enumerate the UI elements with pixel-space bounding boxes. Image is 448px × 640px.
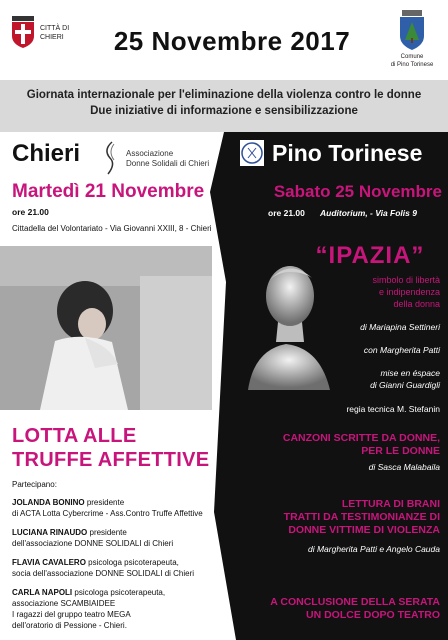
participant-affiliation: dell'associazione DONNE SOLIDALI di Chieri — [12, 539, 174, 548]
show-title: “IPAZIA” — [315, 242, 425, 269]
chieri-closing — [12, 609, 217, 631]
chieri-crest-icon — [10, 16, 36, 48]
association-logo-icon — [100, 140, 122, 176]
subtitle — [0, 87, 448, 119]
credit-staging-line2: di Gianni Guardigli — [370, 380, 440, 390]
show-tagline — [320, 274, 440, 310]
participants-label: Partecipano: — [12, 480, 57, 489]
subtitle-line2: Due iniziative di informazione e sensibilizzazione — [90, 105, 358, 117]
page-title: 25 Novembre 2017 — [113, 26, 351, 56]
chieri-event-title — [12, 424, 209, 472]
participant-affiliation: socia dell'associazione DONNE SOLIDALI di Chieri — [12, 569, 195, 578]
participant-2 — [12, 527, 217, 549]
chieri-logo-text: CITTÀ DI CHIERI — [40, 25, 70, 41]
pino-logo-caption — [382, 53, 442, 69]
pino-closing — [240, 596, 440, 622]
participant-role: psicologa psicoterapeuta, — [85, 558, 179, 567]
chieri-closing-line2: dell'oratorio di Pessione - Chieri. — [12, 621, 127, 630]
chieri-closing-line1: I ragazzi del gruppo teatro MEGA — [12, 610, 131, 619]
participant-affiliation: di ACTA Lotta Cybercrime - Ass.Contro Truffe Affettive — [12, 509, 203, 518]
participant-name: LUCIANA RINAUDO — [12, 528, 88, 537]
chieri-time: ore 21.00 — [12, 207, 49, 217]
association-name — [126, 149, 209, 169]
chieri-venue: Cittadella del Volontariato - Via Giovanni XXIII, 8 - Chieri — [12, 224, 212, 233]
songs-credit: di Sasca Malabaila — [368, 462, 440, 472]
reading-title — [236, 498, 440, 537]
participant-affiliation: associazione SCAMBIAIDEE — [12, 599, 116, 608]
songs-line1: CANZONI SCRITTE DA DONNE, — [282, 432, 440, 444]
association-line1: Associazione — [126, 149, 174, 158]
association-line2: Donne Solidali di Chieri — [126, 159, 210, 168]
chieri-event-title-line2: TRUFFE AFFETTIVE — [12, 449, 210, 471]
reading-credit: di Margherita Patti e Angelo Cauda — [308, 544, 440, 554]
tagline-line1: simbolo di libertà — [372, 275, 440, 285]
reading-line2: TRATTI DA TESTIMONIANZE DI — [283, 511, 440, 523]
pino-town: Pino Torinese — [272, 140, 423, 166]
participant-name: FLAVIA CAVALERO — [12, 558, 86, 567]
pino-date: Sabato 25 Novembre — [273, 182, 442, 201]
participant-role: presidente — [84, 498, 125, 507]
tagline-line2: e indipendenza — [378, 287, 440, 297]
participant-3 — [12, 557, 217, 579]
woman-photo — [0, 246, 212, 410]
credit-author: di Mariapina Settineri — [360, 322, 440, 332]
pino-venue: Auditorium, - Via Folis 9 — [320, 208, 417, 218]
reading-line1: LETTURA DI BRANI — [341, 498, 440, 510]
pino-closing-line1: A CONCLUSIONE DELLA SERATA — [270, 596, 440, 608]
pino-crest-icon — [397, 10, 427, 50]
participant-1 — [12, 497, 217, 519]
participant-name: JOLANDA BONINO — [12, 498, 85, 507]
reading-line3: DONNE VITTIME DI VIOLENZA — [288, 524, 440, 536]
credit-tech: regia tecnica M. Stefanin — [346, 404, 440, 414]
ipazia-logo-icon — [240, 140, 264, 166]
songs-line2: PER LE DONNE — [361, 445, 440, 457]
pino-time: ore 21.00 — [268, 208, 305, 218]
credit-staging — [300, 367, 440, 391]
chieri-date: Martedì 21 Novembre — [12, 181, 205, 202]
chieri-event-title-line1: LOTTA ALLE — [12, 425, 137, 447]
tagline-line3: della donna — [393, 299, 440, 309]
participant-name: CARLA NAPOLI — [12, 588, 73, 597]
songs-title — [236, 432, 440, 458]
chieri-town: Chieri — [12, 140, 81, 167]
pino-logo-caption-line2: di Pino Torinese — [390, 62, 434, 68]
pino-closing-line2: UN DOLCE DOPO TEATRO — [306, 609, 440, 621]
credit-staging-line1: mise en éspace — [380, 368, 440, 378]
participant-4 — [12, 587, 217, 609]
subtitle-line1: Giornata internazionale per l'eliminazione della violenza contro le donne — [26, 89, 422, 101]
participant-role: psicologa psicoterapeuta, — [72, 588, 166, 597]
pino-logo-caption-line1: Comune — [400, 54, 424, 60]
participant-role: presidente — [87, 528, 127, 537]
credit-actor: con Margherita Patti — [363, 345, 440, 355]
